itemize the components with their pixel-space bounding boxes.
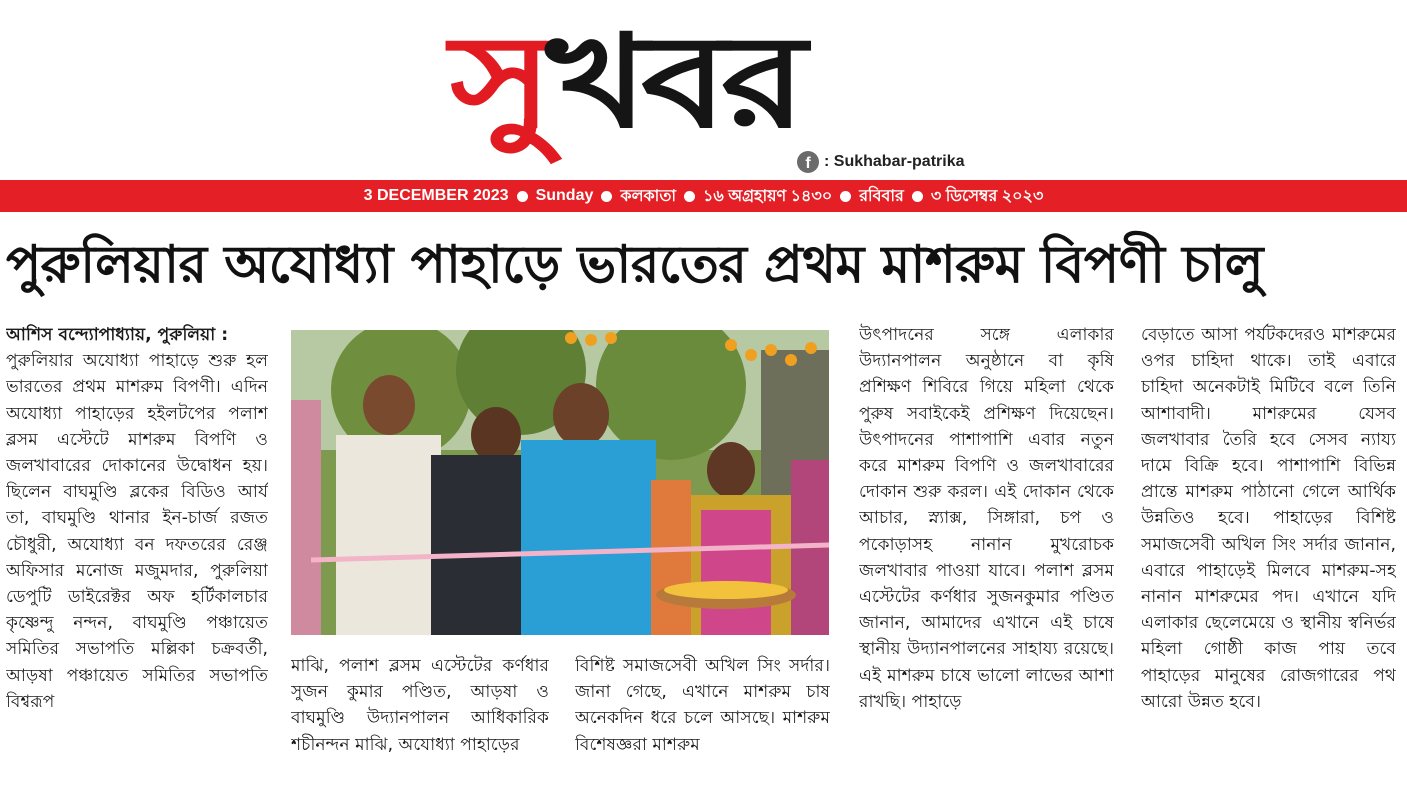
article-text: পুরুলিয়ার অযোধ্যা পাহাড়ে শুরু হল ভারতের প্রথম মাশরুম বিপণী। এদিন অযোধ্যা পাহাড়ের হইলটপের পলাশ ব্লসম এস্টেটে মাশরুম বিপণি ও জলখাবারের দোকানের উদ্বোধন হয়। ছিলেন বাঘমুণ্ডি ব্লকের বিডিও আর্য তা, বাঘমুণ্ডি থানার ইন-চার্জ রজত চৌধুরী, অযোধ্যা বন দফতরের রেঞ্জ অফিসার মনোজ মজুমদার, পুরুলিয়া ডেপুটি ডাইরেক্টর অফ হর্টিকালচার কৃষ্ণেন্দু নন্দন, বাঘমুণ্ডি পঞ্চায়েত সমিতির সভাপতি মল্লিকা চক্রবর্তী, আড়ষা পঞ্চায়েত সমিতির সভাপতি বিশ্বরূপ: [6, 351, 268, 712]
bullet-dot: [912, 191, 923, 202]
dateline-bengali-weekday: রবিবার: [859, 187, 904, 205]
dateline-city: কলকাতা: [620, 187, 676, 205]
dateline-english-date: 3 DECEMBER 2023: [363, 187, 509, 204]
facebook-handle[interactable]: [797, 151, 964, 173]
bullet-dot: [601, 191, 612, 202]
logo-red-part: সু: [450, 8, 546, 157]
dateline-bengali-date: ১৬ অগ্রহায়ণ ১৪৩০: [702, 187, 833, 205]
newspaper-logo[interactable]: [450, 8, 799, 158]
article-headline: পুরুলিয়ার অযোধ্যা পাহাড়ে ভারতের প্রথম মাশরুম বিপণী চালু: [6, 235, 1264, 295]
article-text: মাঝি, পলাশ ব্লসম এস্টেটের কর্ণধার সুজন কুমার পণ্ডিত, আড়ষা ও বাঘমুণ্ডি উদ্যানপালন আধিকারিক শচীনন্দন মাঝি, অযোধ্যা পাহাড়ের: [291, 656, 549, 755]
article-column-3: [575, 653, 830, 783]
bullet-dot: [840, 191, 851, 202]
facebook-icon: f: [797, 151, 819, 173]
bullet-dot: [517, 191, 528, 202]
article-photo: [291, 330, 829, 635]
dateline-band: [0, 180, 1407, 212]
article-byline: আশিস বন্দ্যোপাধ্যায়, পুরুলিয়া :: [6, 325, 229, 345]
logo-black-part: খবর: [545, 8, 800, 157]
article-column-1: [6, 322, 268, 780]
masthead: [0, 0, 1407, 180]
article-column-5: [1141, 322, 1396, 780]
dateline-bengali-english-date: ৩ ডিসেম্বর ২০২৩: [930, 187, 1044, 205]
article-text: বেড়াতে আসা পর্যটকদেরও মাশরুমের ওপর চাহিদা থাকে। তাই এবারে চাহিদা অনেকটাই মিটিবে বলে তিনি আশাবাদী। মাশরুমের যেসব জলখাবার তৈরি হবে সেসব ন্যায্য দামে বিক্রি হবে। পাশাপাশি বিভিন্ন প্রান্তে মাশরুম পাঠানো গেলে আর্থিক উন্নতিও হবে। পাহাড়ের বিশিষ্ট সমাজসেবী অখিল সিং সর্দার জানান, এবারে পাহাড়েই মিলবে মাশরুম-সহ নানান মাশরুমের পদ। এখানে যদি এলাকার ছেলেমেয়ে ও স্থানীয় স্বনির্ভর মহিলা গোষ্ঠী কাজ পায় তবে পাহাড়ের মানুষের রোজগারের পথ আরো উন্নত হবে।: [1141, 325, 1396, 712]
article-column-4: [859, 322, 1114, 780]
facebook-handle-text: : Sukhabar-patrika: [824, 153, 965, 170]
ribbon-cutting-photo: [291, 330, 829, 635]
article-column-2: [291, 653, 549, 783]
article-text: বিশিষ্ট সমাজসেবী অখিল সিং সর্দার। জানা গেছে, এখানে মাশরুম চাষ অনেকদিন ধরে চলে আসছে। মাশরুম বিশেষজ্ঞরা মাশরুম: [575, 656, 830, 755]
bullet-dot: [684, 191, 695, 202]
article-text: উৎপাদনের সঙ্গে এলাকার উদ্যানপালন অনুষ্ঠানে বা কৃষি প্রশিক্ষণ শিবিরে গিয়ে মহিলা থেকে পুরুষ সবাইকেই প্রশিক্ষণ দিয়েছেন। উৎপাদনের পাশাপাশি এবার নতুন করে মাশরুম বিপণি ও জলখাবারের দোকান শুরু করল। এই দোকান থেকে আচার, স্ন্যাক্স, সিঙ্গারা, চপ ও পকোড়াসহ নানান মুখরোচক জলখাবার পাওয়া যাবে। পলাশ ব্লসম এস্টেটের কর্ণধার সুজনকুমার পণ্ডিত জানান, আমাদের এখানে এই চাষে স্থানীয় উদ্যানপালনের সাহায্য রয়েছে। এই মাশরুম চাষে ভালো লাভের আশা রাখছি। পাহাড়ে: [859, 325, 1114, 712]
dateline-weekday: Sunday: [535, 187, 594, 204]
